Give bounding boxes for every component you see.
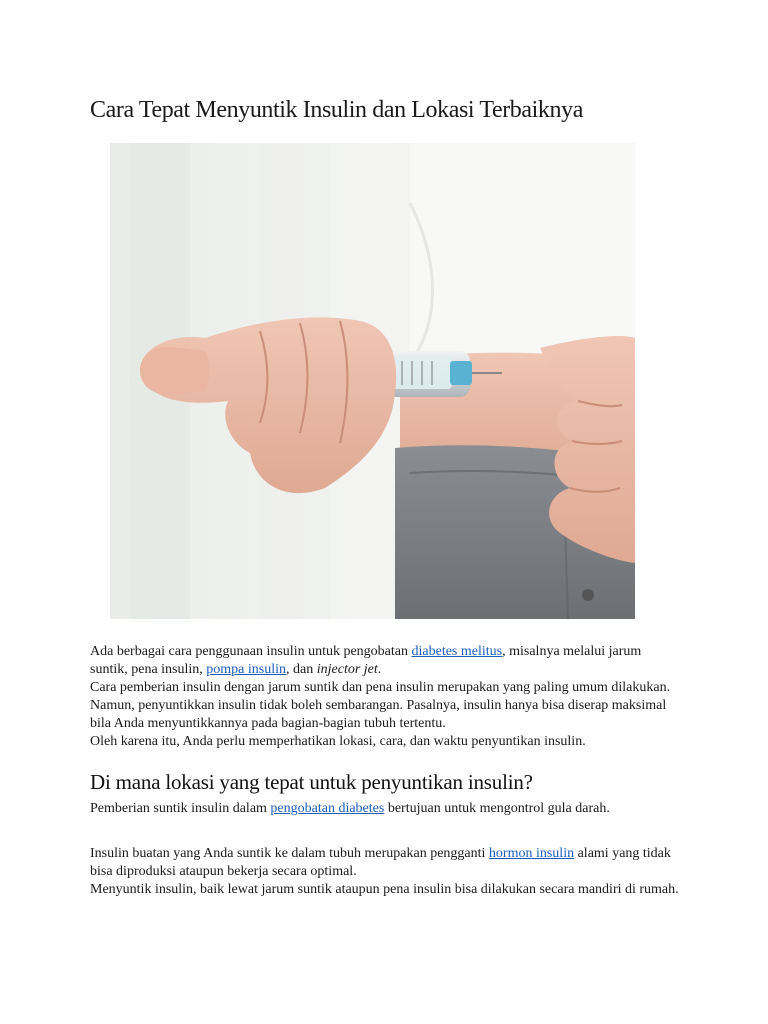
section-paragraph — [90, 800, 680, 818]
link-hormon-insulin[interactable]: hormon insulin — [488, 846, 575, 861]
paragraph-7: Menyuntik insulin, baik lewat jarum suntik ataupun pena insulin bisa dilakukan secara mandiri di rumah. — [90, 882, 679, 897]
paragraph-2: Cara pemberian insulin dengan jarum suntik dan pena insulin merupakan yang paling umum dilakukan. — [90, 680, 671, 695]
paragraph-6 — [90, 845, 680, 881]
paragraph-4: Oleh karena itu, Anda perlu memperhatikan lokasi, cara, dan waktu penyuntikan insulin. — [90, 734, 586, 749]
text: Ada berbagai cara penggunaan insulin untuk pengobatan — [90, 644, 412, 659]
link-pompa-insulin[interactable]: pompa insulin — [206, 662, 287, 677]
paragraph-5 — [90, 800, 680, 818]
intro-paragraphs — [90, 643, 680, 751]
emphasis-injector-jet: injector jet — [316, 662, 378, 677]
closing-paragraphs — [90, 845, 680, 899]
section-heading: Di mana lokasi yang tepat untuk penyuntikan insulin? — [90, 770, 533, 794]
link-pengobatan-diabetes[interactable]: pengobatan diabetes — [270, 801, 385, 816]
text: Pemberian suntik insulin dalam — [90, 801, 271, 816]
text: . — [377, 662, 382, 677]
text: bertujuan untuk mengontrol gula darah. — [384, 801, 610, 816]
text: , dan — [286, 662, 317, 677]
article-title: Cara Tepat Menyuntik Insulin dan Lokasi Terbaiknya — [90, 97, 583, 123]
text: Insulin buatan yang Anda suntik ke dalam tubuh merupakan pengganti — [90, 846, 489, 861]
paragraph-3: Namun, penyuntikkan insulin tidak boleh sembarangan. Pasalnya, insulin hanya bisa diserap maksimal bila Anda menyuntikkannya pada bagian-bagian tubuh tertentu. — [90, 698, 667, 731]
text: , misalnya melalui jarum suntik, pena insulin, — [90, 644, 642, 677]
insulin-injection-photo — [110, 143, 635, 619]
paragraph-1 — [90, 643, 680, 679]
text: alami yang tidak bisa diproduksi ataupun bekerja secara optimal. — [90, 846, 671, 879]
link-diabetes-melitus[interactable]: diabetes melitus — [411, 644, 503, 659]
